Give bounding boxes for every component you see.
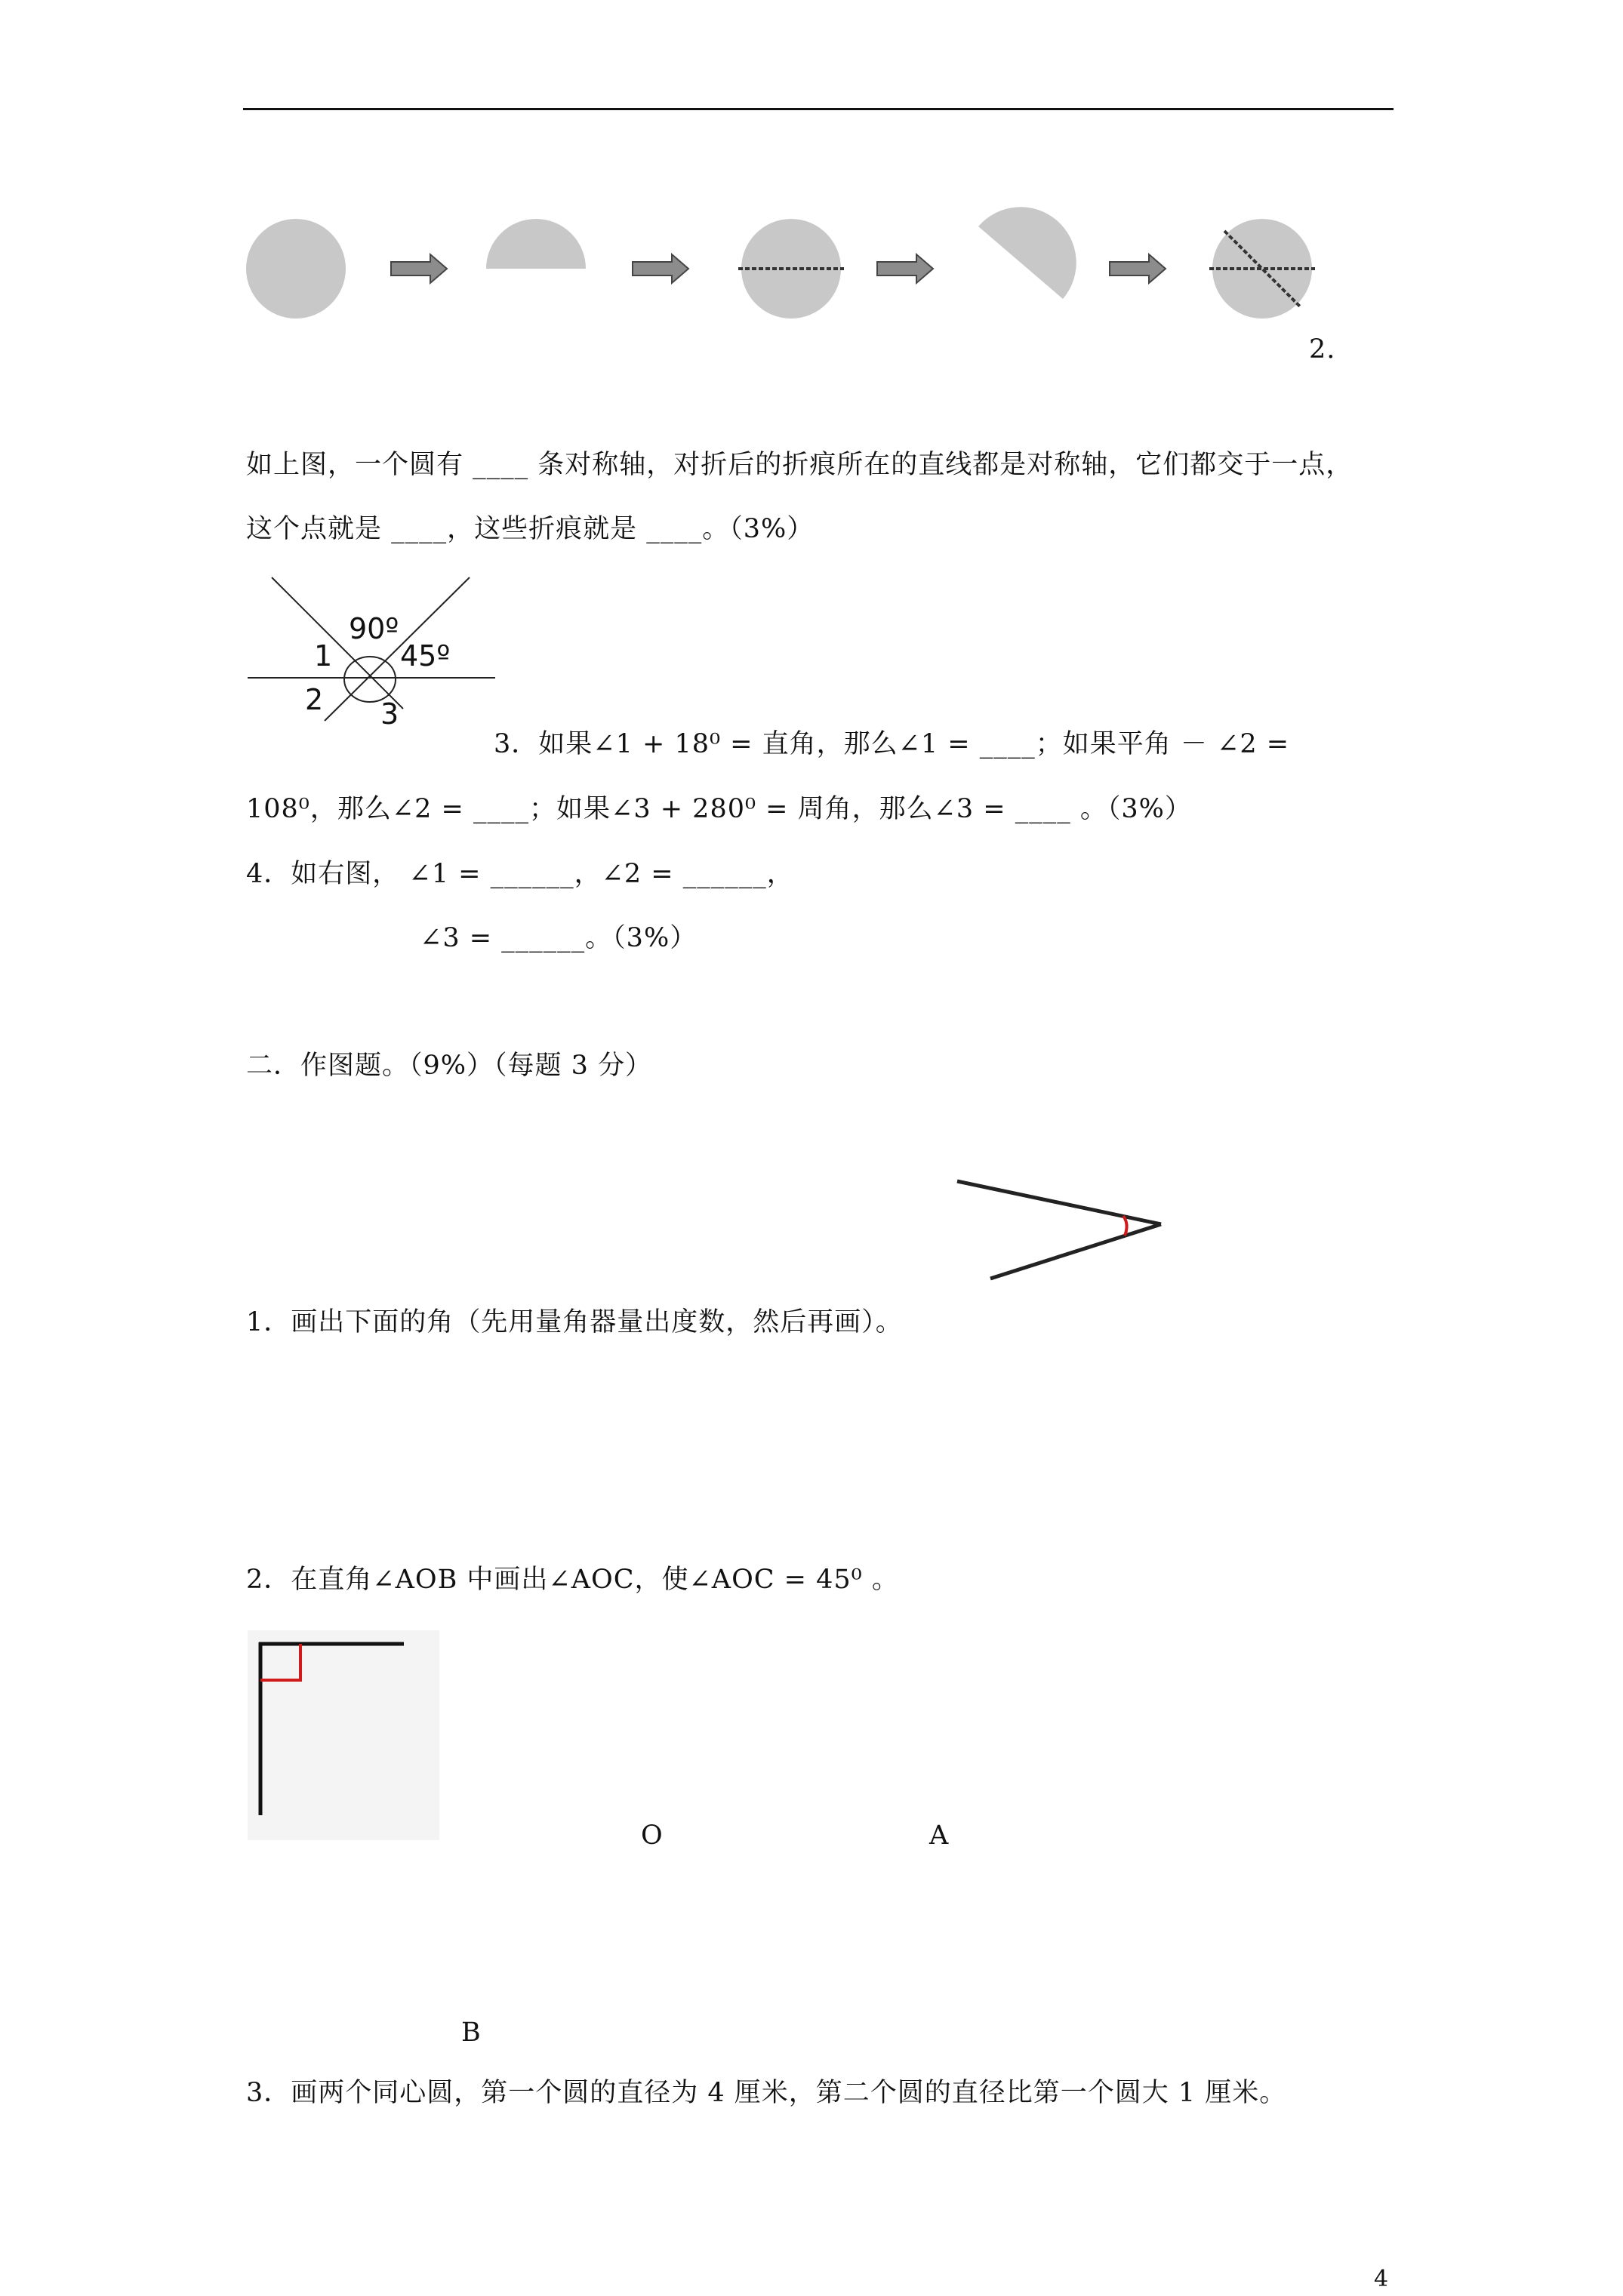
q3-line2: 108⁰，那么∠2 = ____；如果∠3 + 280⁰ = 周角，那么∠3 = ____ 。（3%） bbox=[246, 794, 1192, 824]
arrow-4 bbox=[1110, 254, 1166, 283]
angle-arm-upper bbox=[957, 1181, 1161, 1224]
angle-label-45: 45º bbox=[400, 639, 451, 672]
q2-line2: 这个点就是 ____，这些折痕就是 ____。（3%） bbox=[246, 514, 815, 544]
q4-line1: 4．如右图， ∠1 = ______，∠2 = ______， bbox=[246, 859, 794, 889]
intersecting-lines-figure bbox=[242, 570, 544, 796]
angle-arm-lower bbox=[990, 1224, 1161, 1279]
angle-label-1: 1 bbox=[314, 639, 333, 672]
circle-fold-figure bbox=[0, 0, 1623, 377]
right-angle-marker-red bbox=[260, 1644, 300, 1680]
section2-title: 二．作图题。（9%）（每题 3 分） bbox=[246, 1051, 653, 1081]
page-number: 4 bbox=[1374, 2266, 1390, 2292]
section2-item2: 2．在直角∠AOB 中画出∠AOC，使∠AOC = 45⁰ 。 bbox=[246, 1565, 899, 1595]
section2-item1: 1．画出下面的角（先用量角器量出度数，然后再画）。 bbox=[246, 1307, 903, 1337]
arrow-2 bbox=[633, 254, 688, 283]
circle-with-two-creases bbox=[1209, 219, 1315, 319]
acute-angle-figure bbox=[951, 1170, 1178, 1291]
angle-arc-circle bbox=[344, 657, 396, 702]
full-circle bbox=[246, 219, 346, 319]
arrow-1 bbox=[391, 254, 447, 283]
q3-line1: 3．如果∠1 + 18⁰ = 直角，那么∠1 = ____；如果平角 － ∠2 = bbox=[494, 729, 1290, 759]
point-label-a: A bbox=[929, 1820, 950, 1851]
q2-line1: 如上图，一个圆有 ____ 条对称轴，对折后的折痕所在的直线都是对称轴，它们都交于一点， bbox=[246, 450, 1354, 480]
quarter-circle bbox=[978, 207, 1076, 299]
angle-label-90: 90º bbox=[349, 612, 399, 645]
half-circle bbox=[486, 219, 586, 269]
section2-item3: 3．画两个同心圆，第一个圆的直径为 4 厘米，第二个圆的直径比第一个圆大 1 厘米。 bbox=[246, 2078, 1287, 2108]
point-label-o: O bbox=[641, 1820, 664, 1851]
angle-arc-red bbox=[1123, 1216, 1127, 1236]
point-label-b: B bbox=[461, 2017, 482, 2048]
angle-label-3: 3 bbox=[380, 697, 399, 731]
q4-line2: ∠3 = ______。（3%） bbox=[420, 923, 698, 953]
circle-with-crease bbox=[738, 219, 844, 319]
arrow-3 bbox=[877, 254, 933, 283]
right-angle-figure bbox=[248, 1630, 474, 1857]
angle-label-2: 2 bbox=[305, 683, 324, 716]
fold-figure-number: 2. bbox=[1309, 334, 1336, 365]
